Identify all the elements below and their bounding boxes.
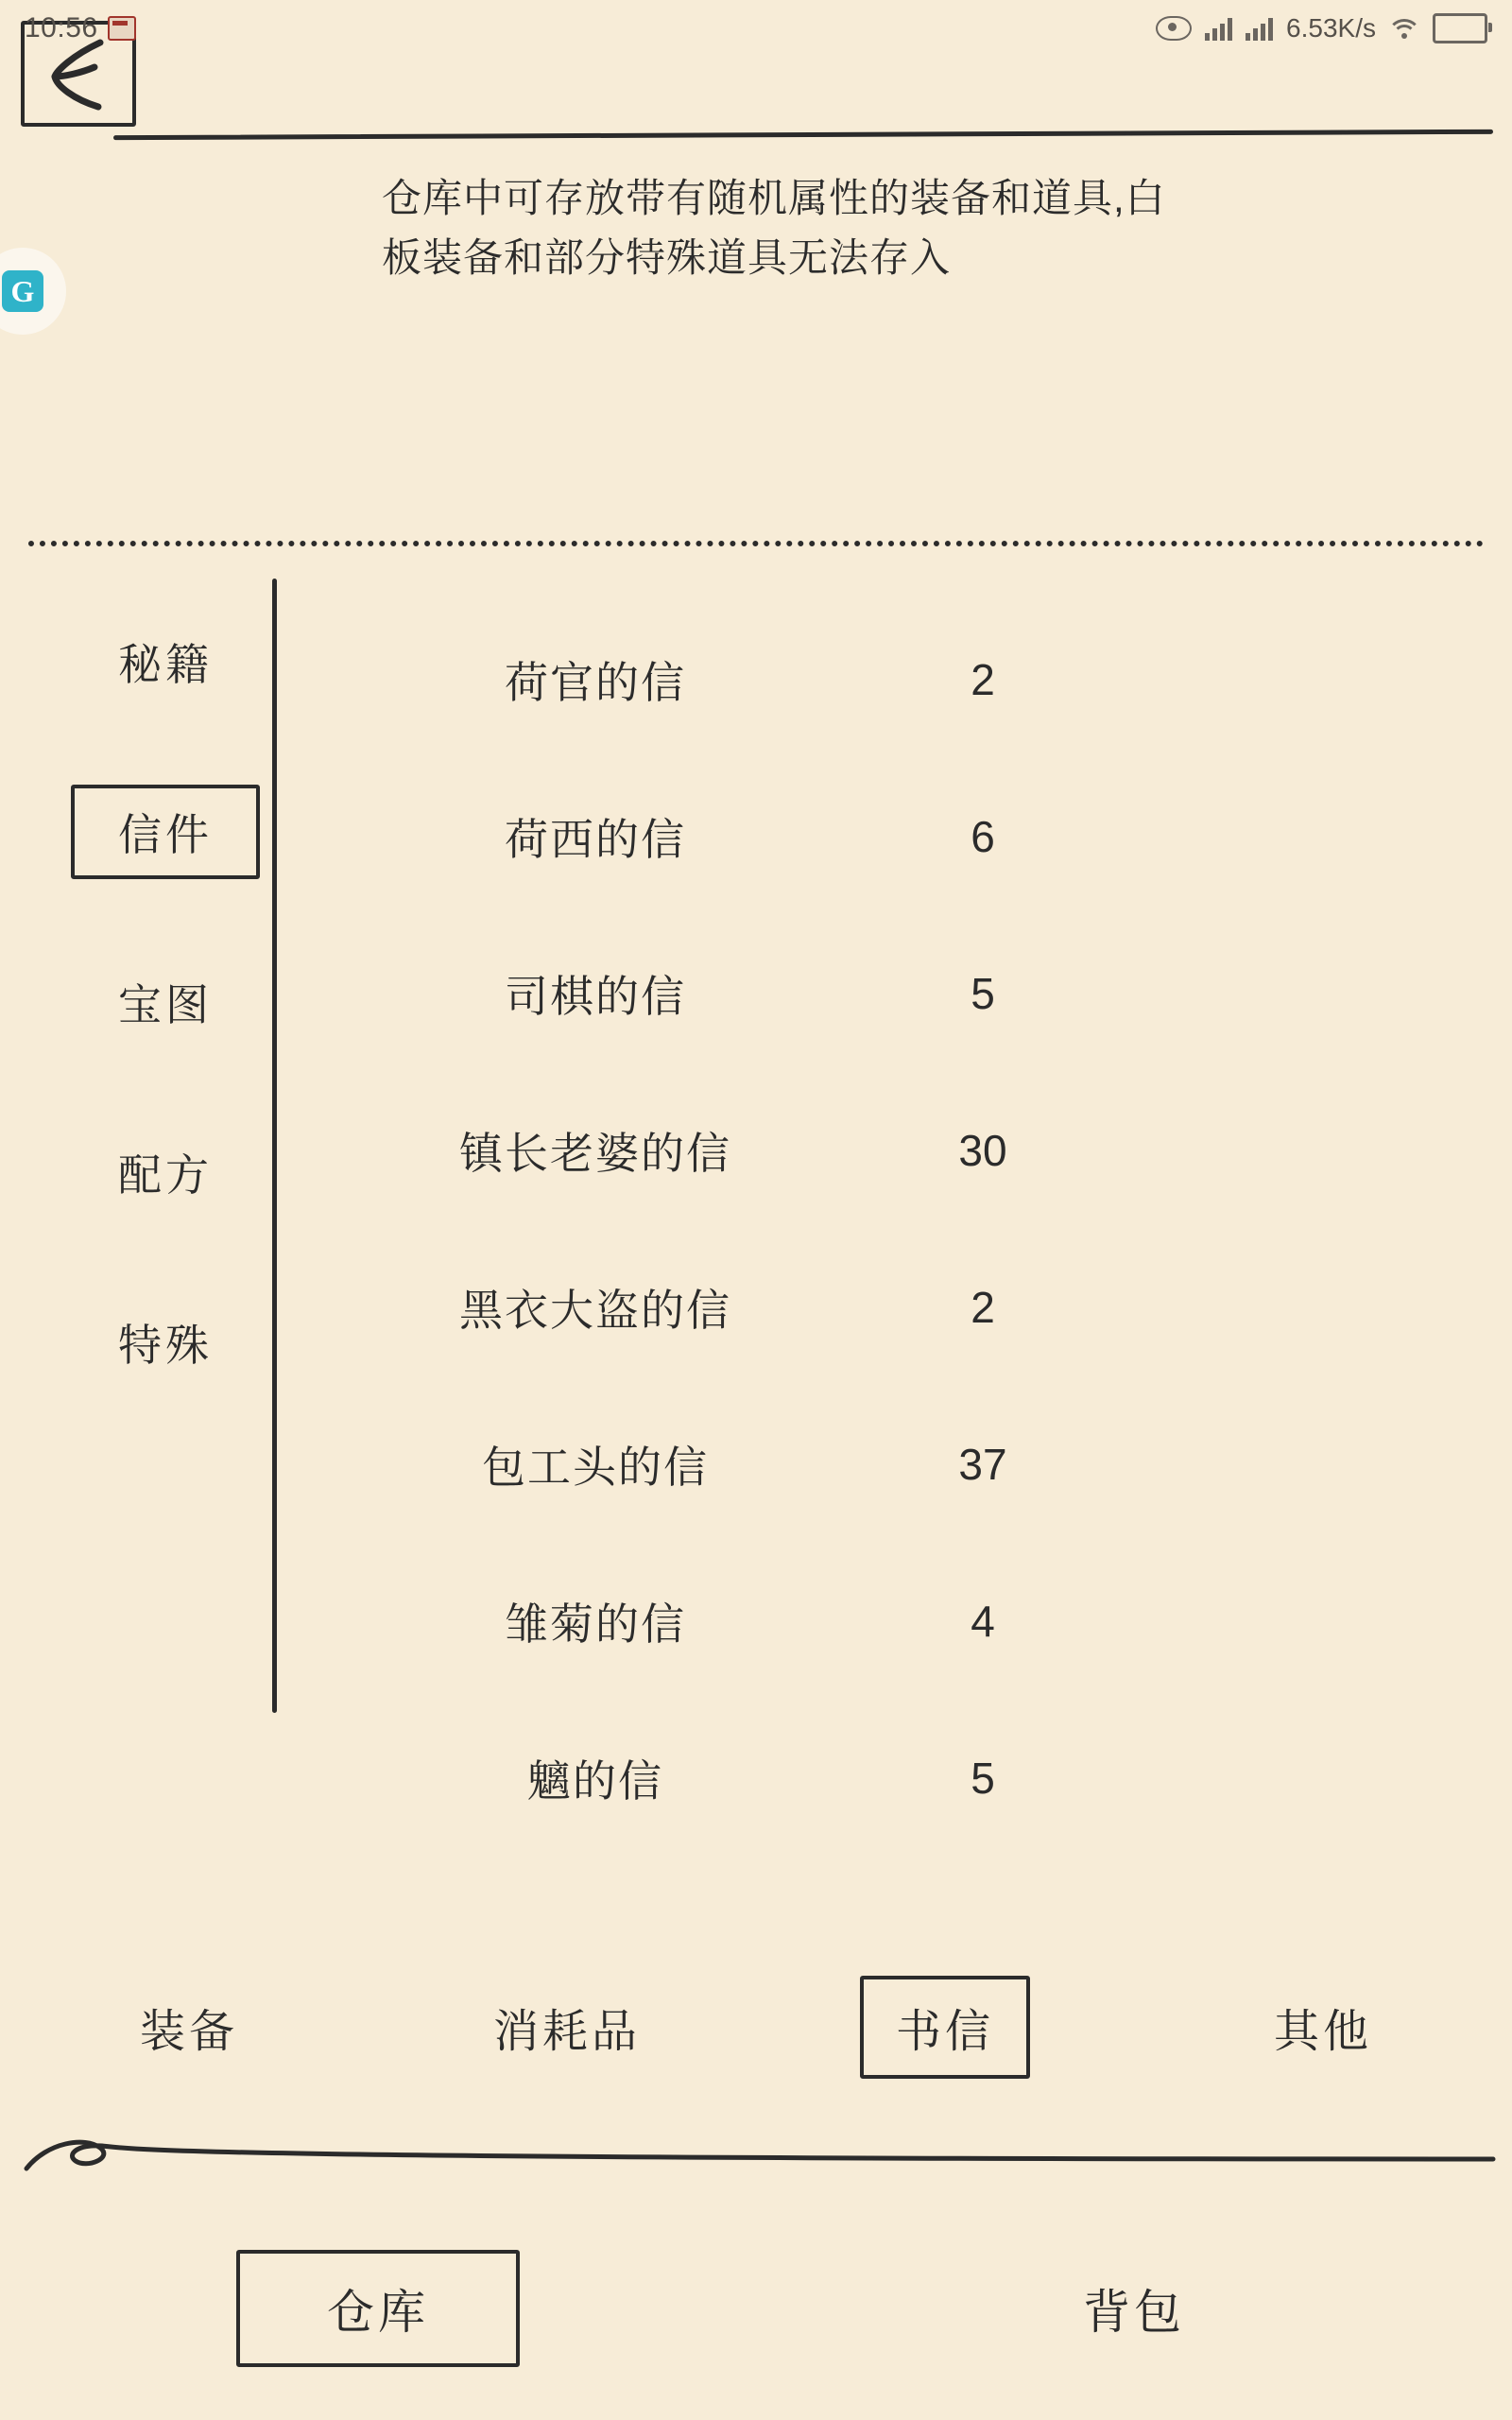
network-speed-label: 6.53K/s bbox=[1286, 13, 1376, 43]
item-name: 荷西的信 bbox=[505, 815, 686, 864]
status-clock: 10:56 bbox=[25, 12, 98, 43]
tab-other[interactable] bbox=[1134, 1979, 1512, 2075]
header-divider bbox=[113, 130, 1493, 140]
status-bar bbox=[0, 0, 1512, 57]
tab-label: 装备 bbox=[139, 2007, 238, 2057]
list-item[interactable] bbox=[302, 601, 1266, 758]
list-item[interactable] bbox=[302, 1072, 1266, 1229]
category-item-baotu[interactable] bbox=[57, 955, 274, 1049]
category-label: 秘籍 bbox=[118, 640, 213, 689]
list-item[interactable] bbox=[302, 1229, 1266, 1386]
category-item-peifang[interactable] bbox=[57, 1125, 274, 1219]
tab-consumables[interactable] bbox=[378, 1979, 756, 2075]
storage-content bbox=[0, 567, 1512, 1853]
item-count: 5 bbox=[971, 969, 995, 1018]
list-item[interactable] bbox=[302, 915, 1266, 1072]
category-list bbox=[57, 614, 274, 1465]
item-name: 司棋的信 bbox=[505, 972, 686, 1021]
footer-button-storage[interactable] bbox=[0, 2250, 756, 2367]
tab-label: 其他 bbox=[1273, 2007, 1372, 2057]
category-label: 宝图 bbox=[118, 980, 213, 1029]
tab-label: 书信 bbox=[860, 1976, 1030, 2079]
item-name: 镇长老婆的信 bbox=[459, 1129, 731, 1178]
item-count: 6 bbox=[971, 812, 995, 861]
list-item[interactable] bbox=[302, 1700, 1266, 1857]
item-count: 2 bbox=[971, 1283, 995, 1332]
battery-icon bbox=[1433, 13, 1487, 43]
item-count: 37 bbox=[958, 1440, 1007, 1489]
item-count: 4 bbox=[971, 1597, 995, 1646]
item-name: 雏菊的信 bbox=[505, 1599, 686, 1649]
item-name: 荷官的信 bbox=[505, 658, 686, 707]
storage-hint-text: 仓库中可存放带有随机属性的装备和道具,白板装备和部分特殊道具无法存入 bbox=[382, 176, 1166, 280]
category-label: 特殊 bbox=[118, 1321, 213, 1370]
list-item[interactable] bbox=[302, 758, 1266, 915]
item-count: 2 bbox=[971, 655, 995, 704]
category-item-teshu[interactable] bbox=[57, 1295, 274, 1390]
category-label: 配方 bbox=[118, 1150, 213, 1200]
floating-assistant-button[interactable] bbox=[0, 248, 66, 335]
dotted-divider bbox=[28, 541, 1484, 546]
tab-label: 消耗品 bbox=[492, 2007, 641, 2057]
wifi-icon bbox=[1389, 17, 1419, 40]
assistant-logo-icon: G bbox=[2, 270, 43, 312]
squiggle-divider bbox=[19, 2127, 1503, 2184]
category-label: 信件 bbox=[118, 810, 213, 859]
tab-equipment[interactable] bbox=[0, 1979, 378, 2075]
status-bar-left bbox=[25, 12, 136, 44]
tab-letters[interactable] bbox=[756, 1976, 1134, 2079]
item-count: 30 bbox=[958, 1126, 1007, 1175]
notification-badge-icon bbox=[108, 16, 136, 41]
list-item[interactable] bbox=[302, 1543, 1266, 1700]
footer-label: 背包 bbox=[1083, 2286, 1185, 2339]
item-count: 5 bbox=[971, 1754, 995, 1803]
status-bar-right bbox=[1156, 13, 1487, 43]
category-item-miji[interactable] bbox=[57, 614, 274, 709]
footer-bar bbox=[0, 2250, 1512, 2367]
footer-label: 仓库 bbox=[236, 2250, 520, 2367]
item-name: 魑的信 bbox=[527, 1756, 663, 1806]
item-name: 黑衣大盗的信 bbox=[459, 1286, 731, 1335]
list-item[interactable] bbox=[302, 1386, 1266, 1543]
item-name: 包工头的信 bbox=[482, 1443, 709, 1492]
footer-button-backpack[interactable] bbox=[756, 2250, 1512, 2367]
eye-icon bbox=[1156, 16, 1192, 41]
signal-bars-secondary-icon bbox=[1246, 16, 1273, 41]
signal-bars-icon bbox=[1205, 16, 1232, 41]
tab-bar bbox=[0, 1976, 1512, 2079]
category-item-xinjian[interactable] bbox=[71, 785, 260, 879]
vertical-divider bbox=[272, 579, 277, 1713]
item-list bbox=[302, 601, 1266, 1857]
